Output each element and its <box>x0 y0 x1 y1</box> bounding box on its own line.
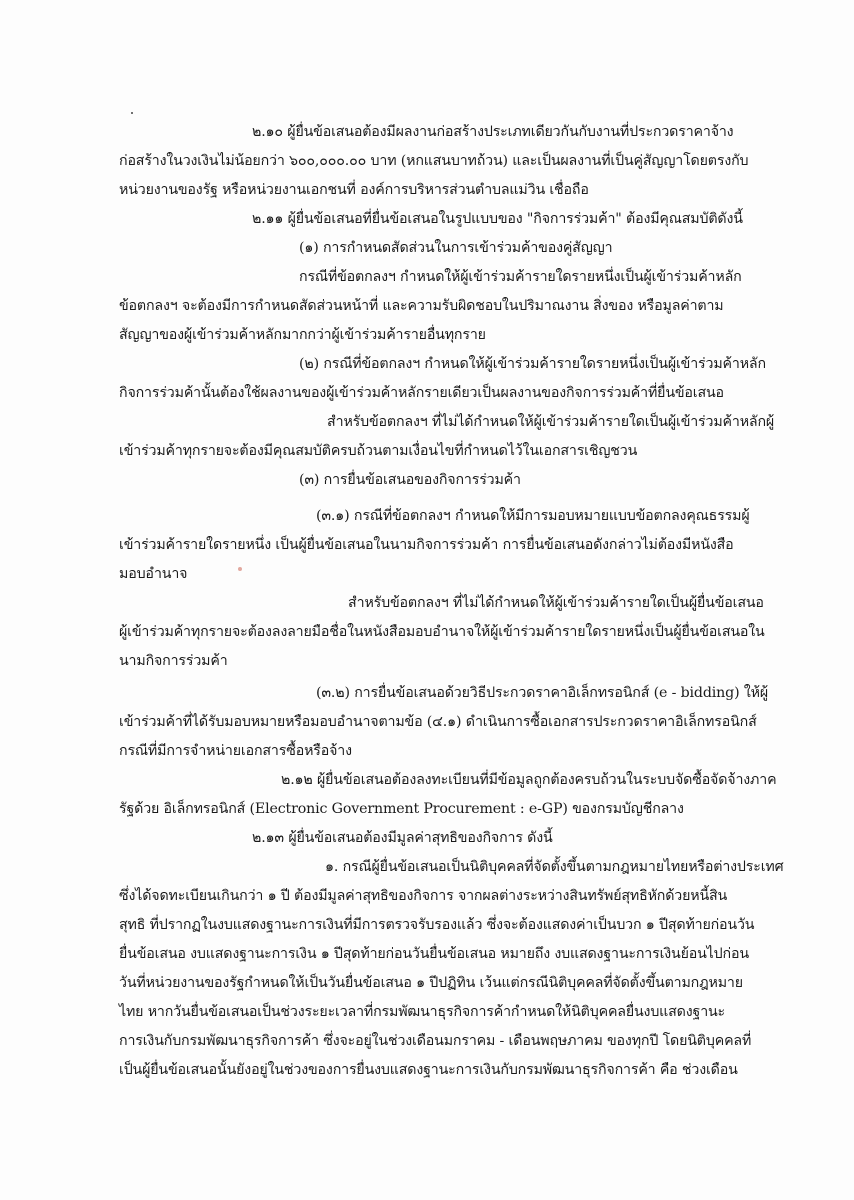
clause-2-10-line-1: ๒.๑๐ ผู้ยื่นข้อเสนอต้องมีผลงานก่อสร้างประเภทเดียวกันกับงานที่ประกวดราคาจ้าง <box>252 124 734 140</box>
clause-2-11-item-1-line-2: ข้อตกลงฯ จะต้องมีการกำหนดสัดส่วนหน้าที่ และความรับผิดชอบในปริมาณงาน สิ่งของ หรือมูลค่าตาม <box>119 298 724 314</box>
clause-2-11-item-2-line-1: (๒) กรณีที่ข้อตกลงฯ กำหนดให้ผู้เข้าร่วมค้ารายใดรายหนึ่งเป็นผู้เข้าร่วมค้าหลัก <box>299 356 766 372</box>
clause-2-10-line-3: หน่วยงานของรัฐ หรือหน่วยงานเอกชนที่ องค์การบริหารส่วนตำบลแม่วิน เชื่อถือ <box>119 182 589 198</box>
clause-2-11-item-2-line-4: เข้าร่วมค้าทุกรายจะต้องมีคุณสมบัติครบถ้วนตามเงื่อนไขที่กำหนดไว้ในเอกสารเชิญชวน <box>119 443 638 459</box>
clause-2-13-item-1-line-1: ๑. กรณีผู้ยื่นข้อเสนอเป็นนิติบุคคลที่จัดตั้งขึ้นตามกฎหมายไทยหรือต่างประเทศ <box>325 859 784 875</box>
clause-2-11-item-1: (๑) การกำหนดสัดส่วนในการเข้าร่วมค้าของคู่สัญญา <box>299 240 613 256</box>
clause-2-13-item-1-line-2: ซึ่งได้จดทะเบียนเกินกว่า ๑ ปี ต้องมีมูลค่าสุทธิของกิจการ จากผลต่างระหว่างสินทรัพย์สุทธิหักด้วยหนี้สิน <box>119 888 728 904</box>
stray-mark <box>131 112 133 114</box>
clause-2-13-heading: ๒.๑๓ ผู้ยื่นข้อเสนอต้องมีมูลค่าสุทธิของกิจการ ดังนี้ <box>252 830 553 846</box>
clause-3-2-line-3: กรณีที่มีการจำหน่ายเอกสารซื้อหรือจ้าง <box>119 743 352 759</box>
clause-2-11-item-2-line-3: สำหรับข้อตกลงฯ ที่ไม่ได้กำหนดให้ผู้เข้าร่วมค้ารายใดเป็นผู้เข้าร่วมค้าหลักผู้ <box>327 414 775 430</box>
clause-3-1-line-4: สำหรับข้อตกลงฯ ที่ไม่ได้กำหนดให้ผู้เข้าร่วมค้ารายใดเป็นผู้ยื่นข้อเสนอ <box>348 595 764 611</box>
clause-2-10-line-2: ก่อสร้างในวงเงินไม่น้อยกว่า ๖๐๐,๐๐๐.๐๐ บาท (หกแสนบาทถ้วน) และเป็นผลงานที่เป็นคู่สัญญาโดยตรงกับ <box>119 153 749 169</box>
clause-2-12-line-1: ๒.๑๒ ผู้ยื่นข้อเสนอต้องลงทะเบียนที่มีข้อมูลถูกต้องครบถ้วนในระบบจัดซื้อจัดจ้างภาค <box>281 772 777 788</box>
clause-2-12-line-2: รัฐด้วย อิเล็กทรอนิกส์ (Electronic Government Procurement : e-GP) ของกรมบัญชีกลาง <box>119 801 684 817</box>
clause-2-11-item-2-line-2: กิจการร่วมค้านั้นต้องใช้ผลงานของผู้เข้าร่วมค้าหลักรายเดียวเป็นผลงานของกิจการร่วมค้าที่ยื่นข้อเสนอ <box>119 385 724 401</box>
clause-2-11-item-1-line-3: สัญญาของผู้เข้าร่วมค้าหลักมากกว่าผู้เข้าร่วมค้ารายอื่นทุกราย <box>119 327 486 343</box>
clause-3-1-line-1: (๓.๑) กรณีที่ข้อตกลงฯ กำหนดให้มีการมอบหมายแบบข้อตกลงคุณธรรมผู้ <box>316 508 750 524</box>
clause-3-1-line-6: นามกิจการร่วมค้า <box>119 653 228 669</box>
clause-3-1-line-5: ผู้เข้าร่วมค้าทุกรายจะต้องลงลายมือชื่อในหนังสือมอบอำนาจให้ผู้เข้าร่วมค้ารายใดรายหนึ่งเป็นผู้ยื่นข้อเสนอใน <box>119 624 765 640</box>
ink-speck <box>238 567 242 571</box>
clause-2-11-item-3: (๓) การยื่นข้อเสนอของกิจการร่วมค้า <box>299 472 521 488</box>
clause-3-2-line-1: (๓.๒) การยื่นข้อเสนอด้วยวิธีประกวดราคาอิเล็กทรอนิกส์ (e - bidding) ให้ผู้ <box>316 685 768 701</box>
clause-3-2-line-2: เข้าร่วมค้าที่ได้รับมอบหมายหรือมอบอำนาจตามข้อ (๔.๑) ดำเนินการซื้อเอกสารประกวดราคาอิเล็กทรอนิกส์ <box>119 714 757 730</box>
clause-2-13-item-1-line-8: เป็นผู้ยื่นข้อเสนอนั้นยังอยู่ในช่วงของการยื่นงบแสดงฐานะการเงินกับกรมพัฒนาธุรกิจการค้า คือ ช่วงเดือน <box>119 1062 738 1078</box>
clause-2-13-item-1-line-4: ยื่นข้อเสนอ งบแสดงฐานะการเงิน ๑ ปีสุดท้ายก่อนวันยื่นข้อเสนอ หมายถึง งบแสดงฐานะการเงินย้อนไปก่อน <box>119 946 749 962</box>
clause-2-13-item-1-line-7: การเงินกับกรมพัฒนาธุรกิจการค้า ซึ่งจะอยู่ในช่วงเดือนมกราคม - เดือนพฤษภาคม ของทุกปี โดยนิติบุคคลที่ <box>119 1033 752 1049</box>
clause-3-1-line-2: เข้าร่วมค้ารายใดรายหนึ่ง เป็นผู้ยื่นข้อเสนอในนามกิจการร่วมค้า การยื่นข้อเสนอดังกล่าวไม่ต้องมีหนังสือ <box>119 537 734 553</box>
clause-2-13-item-1-line-3: สุทธิ ที่ปรากฏในงบแสดงฐานะการเงินที่มีการตรวจรับรองแล้ว ซึ่งจะต้องแสดงค่าเป็นบวก ๑ ปีสุดท้ายก่อนวัน <box>119 917 755 933</box>
clause-2-13-item-1-line-5: วันที่หน่วยงานของรัฐกำหนดให้เป็นวันยื่นข้อเสนอ ๑ ปีปฏิทิน เว้นแต่กรณีนิติบุคคลที่จัดตั้งขึ้นตามกฎหมาย <box>119 975 743 991</box>
clause-2-13-item-1-line-6: ไทย หากวันยื่นข้อเสนอเป็นช่วงระยะเวลาที่กรมพัฒนาธุรกิจการค้ากำหนดให้นิติบุคคลยื่นงบแสดงฐานะ <box>119 1004 726 1020</box>
clause-3-1-line-3: มอบอำนาจ <box>119 566 188 582</box>
clause-2-11-item-1-line-1: กรณีที่ข้อตกลงฯ กำหนดให้ผู้เข้าร่วมค้ารายใดรายหนึ่งเป็นผู้เข้าร่วมค้าหลัก <box>299 269 742 285</box>
clause-2-11-heading: ๒.๑๑ ผู้ยื่นข้อเสนอที่ยื่นข้อเสนอในรูปแบบของ "กิจการร่วมค้า" ต้องมีคุณสมบัติดังนี้ <box>252 211 743 227</box>
